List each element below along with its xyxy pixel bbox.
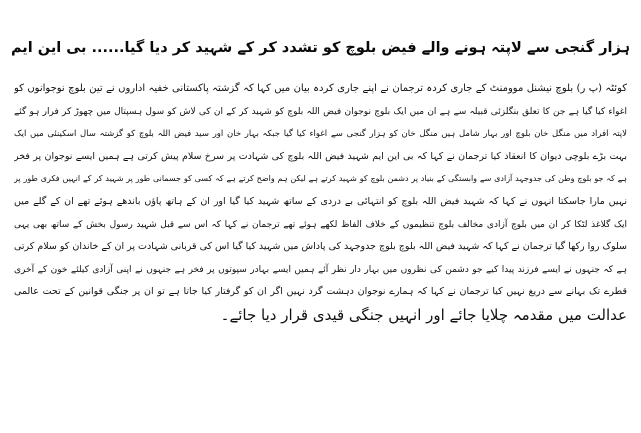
body-line: سلوک روا رکھا گیا ترجمان نے کہا کہ شہید فیض اللہ بلوچ بلوچ جدوجہد کی پاداش میں شہید کیا گیا اس کی قربانی شہادت پر ان کے خاندان کو سلام کرتی <box>14 241 627 253</box>
body-line: نہیں مارا جاسکتا انہوں نے کہا کہ شہید فیض اللہ بلوچ کو انتہائی بے دردی کے ساتھ شہید کیا گیا اور ان کے ہاتھ پاؤں باندھے ہوئے تھے ان کے گلے میں <box>14 195 627 207</box>
body-line: قطرے تک بہانے سے دریغ نہیں کیا ترجمان نے کہا کہ ہمارے نوجوان دہشت گرد نہیں اگر ان کو گرفتار کیا جاتا ہے تو ان پر جنگی قوانین کے تحت عالمی <box>14 286 627 298</box>
body-line: ایک گلاغذ لٹکا کر ان میں بلوچ آزادی مخالف بلوچ تنظیموں کے خلاف الفاظ لکھے ہوئے تھے ترجمان نے کہا کہ اس سے قبل شہید رسول بخش کے ساتھ بھی یہی <box>14 219 627 230</box>
body-line-last: عدالت میں مقدمہ چلایا جائے اور انہیں جنگی قیدی قرار دیا جائے۔ <box>220 305 627 324</box>
body-line: لاپتہ افراد میں منگل خان بلوچ اور بہار شامل ہیں منگل خان کو ہزار گنجی سے اغواء کیا گیا جبکہ بہار خان اور سید فیض اللہ بلوچ کو گزشتہ سال اسکینئی میں ایک <box>14 129 627 140</box>
article-body <box>14 78 627 327</box>
body-line: ہے کہ جنہوں نے ایسے فرزند پیدا کیے جو دشمن کی نظروں میں بہار دار نظر آئے ہمیں ایسے بہادر سپوتوں پر فخر ہے جنہوں نے اپنی آزادی کیلئے خون کے آخری <box>14 264 627 275</box>
body-line: بہت بڑے بلوچی دیوان کا انعقاد کیا ترجمان نے کہا کہ بی این ایم شہید فیض اللہ بلوچ کی شہادت پر سرخ سلام پیش کرتی ہے ہمیں ایسے نوجوان پر فخر <box>14 150 627 162</box>
headline: ہزار گنجی سے لاپتہ ہونے والے فیض بلوچ کو تشدد کر کے شہید کر دیا گیا...... بی این ایم <box>10 40 631 56</box>
body-line: کوئٹہ (پ ر) بلوچ نیشنل موومنٹ کے جاری کردہ ترجمان نے اپنے جاری کردہ بیان میں کہا کہ گزشتہ پاکستانی خفیہ اداروں نے تین بلوچ نوجوانوں کو <box>14 83 627 94</box>
body-line: اغواء کیا گیا ہے جن کا تعلق بنگلزئی قبیلہ سے ہے ان میں ایک بلوچ نوجوان فیض اللہ بلوچ کو شہید کر کے ان کی لاش کو سول ہسپتال میں چھوڑ کر فرار ہو گئے <box>14 106 627 117</box>
body-line: ہے کہ جو بلوچ وطن کی جدوجہد آزادی سے وابستگی کے بنیاد پر دشمن بلوچ کو شہید کرتے ہے لیکن ہم واضح کرتے ہے کہ کسی کو جسمانی طور پر شہید کر کے انہیں فکری طور پر <box>14 174 627 184</box>
